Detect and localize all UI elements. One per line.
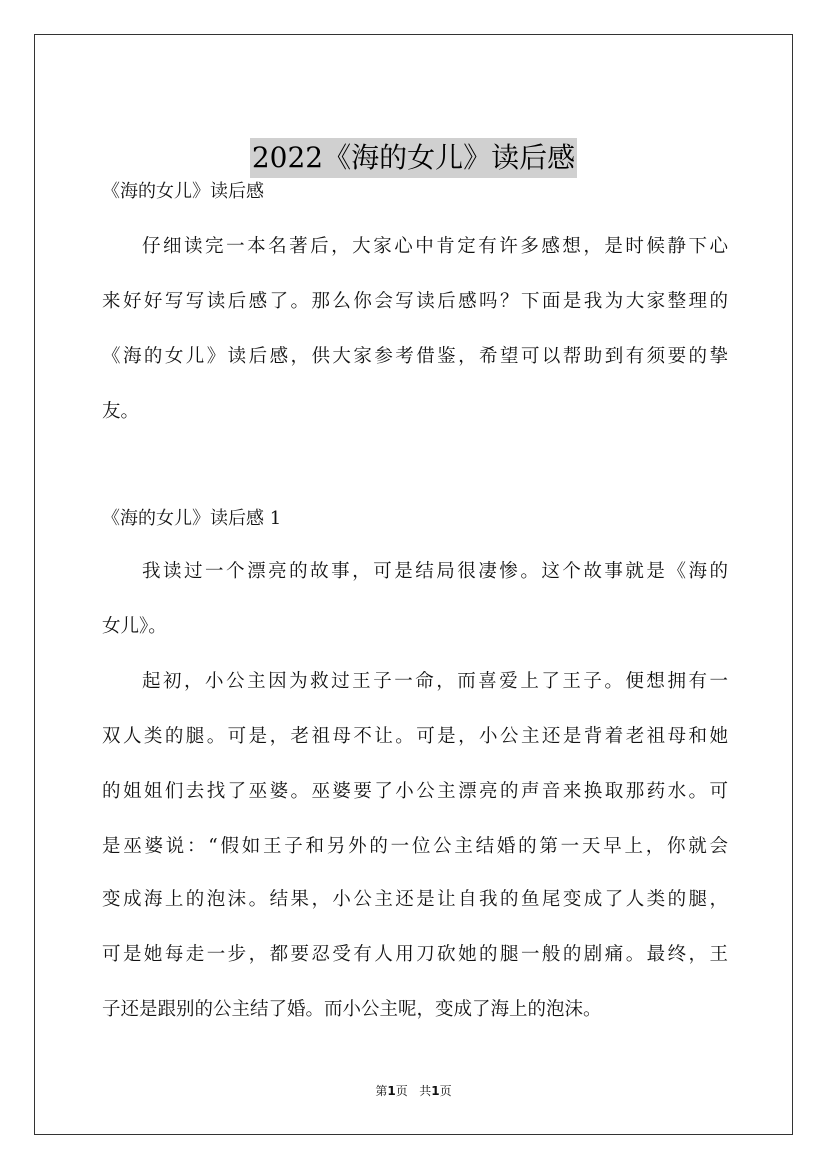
paragraph-2-line: 是巫婆说：“假如王子和另外的一位公主结婚的第一天早上，你就会 [102,836,728,857]
section-heading-1: 《海的女儿》读后感 1 [102,508,282,529]
paragraph-2-line: 子还是跟别的公主结了婚。而小公主呢，变成了海上的泡沫。 [102,999,602,1020]
paragraph-1-line: 我读过一个漂亮的故事，可是结局很凄惨。这个故事就是《海的 [142,561,728,582]
paragraph-2-line: 起初，小公主因为救过王子一命，而喜爱上了王子。便想拥有一 [142,671,728,692]
intro-line: 友。 [102,401,140,422]
document-page [34,34,793,1135]
intro-line: 来好好写写读后感了。那么你会写读后感吗？下面是我为大家整理的 [102,291,728,312]
page-footer [35,1083,792,1099]
paragraph-1-line: 女儿》。 [102,616,167,637]
document-title-wrap [35,138,792,178]
intro-heading: 《海的女儿》读后感 [102,181,264,202]
paragraph-2-line: 可是她每走一步，都要忍受有人用刀砍她的腿一般的剧痛。最终，王 [102,944,728,965]
intro-line: 仔细读完一本名著后，大家心中肯定有许多感想，是时候静下心 [142,236,728,257]
footer-total-prefix: 共 [419,1084,432,1098]
footer-page-number: 1 [387,1084,396,1098]
paragraph-2-line: 变成海上的泡沫。结果，小公主还是让自我的鱼尾变成了人类的腿， [102,889,728,910]
footer-page-mid: 页 [395,1084,408,1098]
intro-line: 《海的女儿》读后感，供大家参考借鉴，希望可以帮助到有须要的挚 [102,346,728,367]
paragraph-2-line: 的姐姐们去找了巫婆。巫婆要了小公主漂亮的声音来换取那药水。可 [102,781,728,802]
paragraph-2-line: 双人类的腿。可是，老祖母不让。可是，小公主还是背着老祖母和她 [102,726,728,747]
footer-total-suffix: 页 [439,1084,452,1098]
footer-page-prefix: 第 [375,1084,388,1098]
footer-total-number: 1 [431,1084,440,1098]
document-title: 2022《海的女儿》读后感 [250,138,577,178]
